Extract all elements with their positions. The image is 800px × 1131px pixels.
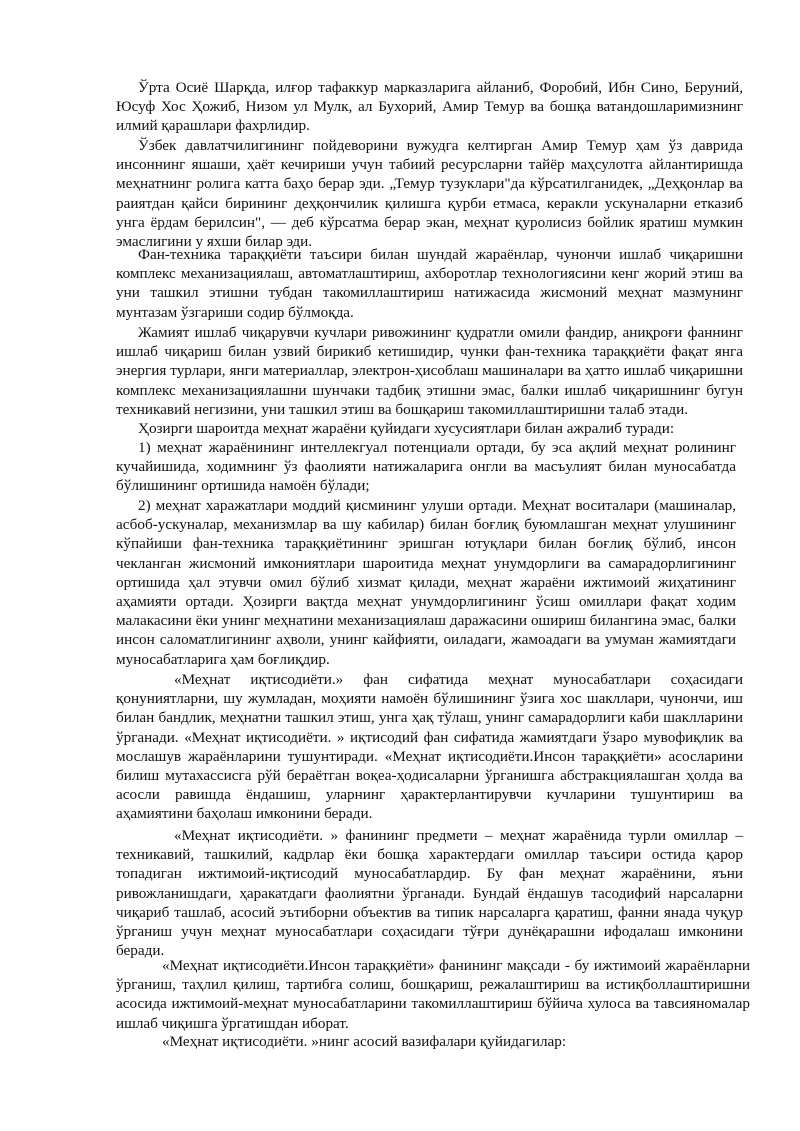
paragraph-amir-temur: Ўзбек давлатчилигининг пойдеворини вужудга келтирган Амир Темур ҳам ўз даврида инсоннинг яшаши, ҳаёт кечириши учун табиий ресурсларни тайёр маҳсулотга айлантиришда меҳнатнинг ролига катта баҳо берар эди. „Темур тузуклари"да кўрсатилганидек, „Деҳқонлар ва раиятдан қайси бирининг деҳқончилик қилишга қурби етмаса, керакли ускуналарни етказиб унга ёрдам берилсин", — деб кўрсатма берар экан, меҳнат қуролисиз бойлик яратиш мумкин эмаслигини у яхши билар эди. [116, 137, 743, 251]
paragraph-productive-forces: Жамият ишлаб чиқарувчи кучлари ривожининг қудратли омили фандир, аниқроғи фаннинг ишлаб чиқариш билан узвий бирикиб кетишидир, чунки фан-техника тараққиёти фақат янга энергия турлари, янги материаллар, электрон-ҳисоблаш машиналари ва ҳатто ишлаб чиқаришни комплекс механизациялашни шунчаки тадбиқ этишни эмас, балки ишлаб чиқаришнинг бугун техникавий негизини, уни ташкил этиш ва бошқариш такомиллаштиришни талаб этади. [116, 324, 743, 418]
paragraph-features-intro: Ҳозирги шароитда меҳнат жараёни қуйидаги хусусиятлари билан ажралиб туради: [138, 420, 675, 437]
paragraph-scholars: Ўрта Осиё Шарқда, илғор тафаккур марказларига айланиб, Форобий, Ибн Сино, Беруний, Юсуф Хос Ҳожиб, Низом ул Мулк, ал Бухорий, Амир Темур ва бошқа ватандошларимизнинг илмий қарашлари фахрлидир. [116, 79, 743, 135]
paragraph-goal: «Меҳнат иқтисодиёти.Инсон тараққиёти» фанининг мақсади - бу ижтимоий жараёнларни ўрганиш, таҳлил қилиш, тартибга солиш, бошқариш, режалаштириш ва истиқболлаштиришни асосида ижтимоий-меҳнат муносабатларини такомиллаштириш бўйича хулоса ва тавсияномалар ишлаб чиқишга ўргатишдан иборат. [116, 957, 750, 1032]
paragraph-science-tech: Фан-техника тараққиёти таъсири билан шундай жараёнлар, чунончи ишлаб чиқаришни комплекс механизациялаш, автоматлаштириш, ахборотлар технологиясини кенг жорий этиш ва уни ташкил этишни тубдан такомиллаштириш натижасида жисмоний меҳнат мазмунинг мунтазам ўзгариши содир бўлмоқда. [116, 246, 743, 321]
paragraph-subject-matter: «Меҳнат иқтисодиёти. » фанининг предмети – меҳнат жараёнида турли омиллар – техникавий, ташкилий, кадрлар ёки бошқа характердаги омиллар таъсири остида қарор топадиган ижтимоий-иқтисодий муносабатлардир. Бу фан меҳнат жараёнини, яъни ривожланишдаги, ҳаракатдаги фаолиятни ўрганади. Бундай ёндашув тасодифий нарсаларни чиқариб ташлаб, асосий эътиборни объектив ва типик нарсаларга қаратиш, фанни янада чуқур ўрганиш учун меҳнат муносабатлари соҳасидаги тўғри дунёқарашни ифодалаш имконини беради. [116, 827, 743, 960]
list-item-1: 1) меҳнат жараёнининг интеллекгуал потенциали ортади, бу эса ақлий меҳнат ролининг кучайишида, ходимнинг ўз фаолияти натижаларига онгли ва масъулият билан муносабатда бўлишининг ортишида намоён бўлади; [116, 439, 736, 495]
list-item-2: 2) меҳнат харажатлари моддий қисмининг улуши ортади. Меҳнат воситалари (машиналар, асбоб-ускуналар, механизмлар ва шу кабилар) билан боғлиқ буюмлашган меҳнат улушининг кўпайиши фан-техника тараққиётининг эришган ютуқлари билан боғлиқ бўлиб, инсон чекланган жисмоний имкониятлари шароитида меҳнат унумдорлиги ва самарадорлигининг ортишида ҳал этувчи омил бўлиб хизмат қилади, меҳнат жараёни ижтимоий жиҳатининг аҳамияти ортади. Ҳозирги вақтда меҳнат унумдорлигининг ўсиш омиллари фақат ходим малакасини ёки унинг меҳнатини механизациялаш даражасини ошириш билангина эмас, балки инсон саломатлигининг аҳволи, унинг кайфияти, оиладаги, жамоадаги ва умуман жамиятдаги муносабатларига ҳам боғлиқдир. [116, 497, 736, 668]
paragraph-tasks-intro: «Меҳнат иқтисодиёти. »нинг асосий вазифалари қуйидагилар: [162, 1033, 567, 1050]
paragraph-subject-science: «Меҳнат иқтисодиёти.» фан сифатида меҳнат муносабатлари соҳасидаги қонуниятларни, шу жумладан, моҳияти намоён бўлишининг ўзига хос шакллари, чунончи, иш билан бандлик, меҳнатни ташкил этиш, унга ҳақ тўлаш, унинг самарадорлиги каби шаклларини ўрганади. «Меҳнат иқтисодиёти. » иқтисодий фан сифатида жамиятдаги ўзаро мувофиқлик ва мослашув жараёнларини тушунтиради. «Меҳнат иқтисодиёти.Инсон тараққиёти» асосларини билиш мутахассисга рўй бераётган воқеа-ҳодисаларни ўрганишга абстракциялашган ҳолда ва асосли равишда ёндашиш, уларнинг ҳарактерлантирувчи кучларини тушунтириш ва аҳамиятини баҳолаш имконини беради. [116, 671, 743, 823]
